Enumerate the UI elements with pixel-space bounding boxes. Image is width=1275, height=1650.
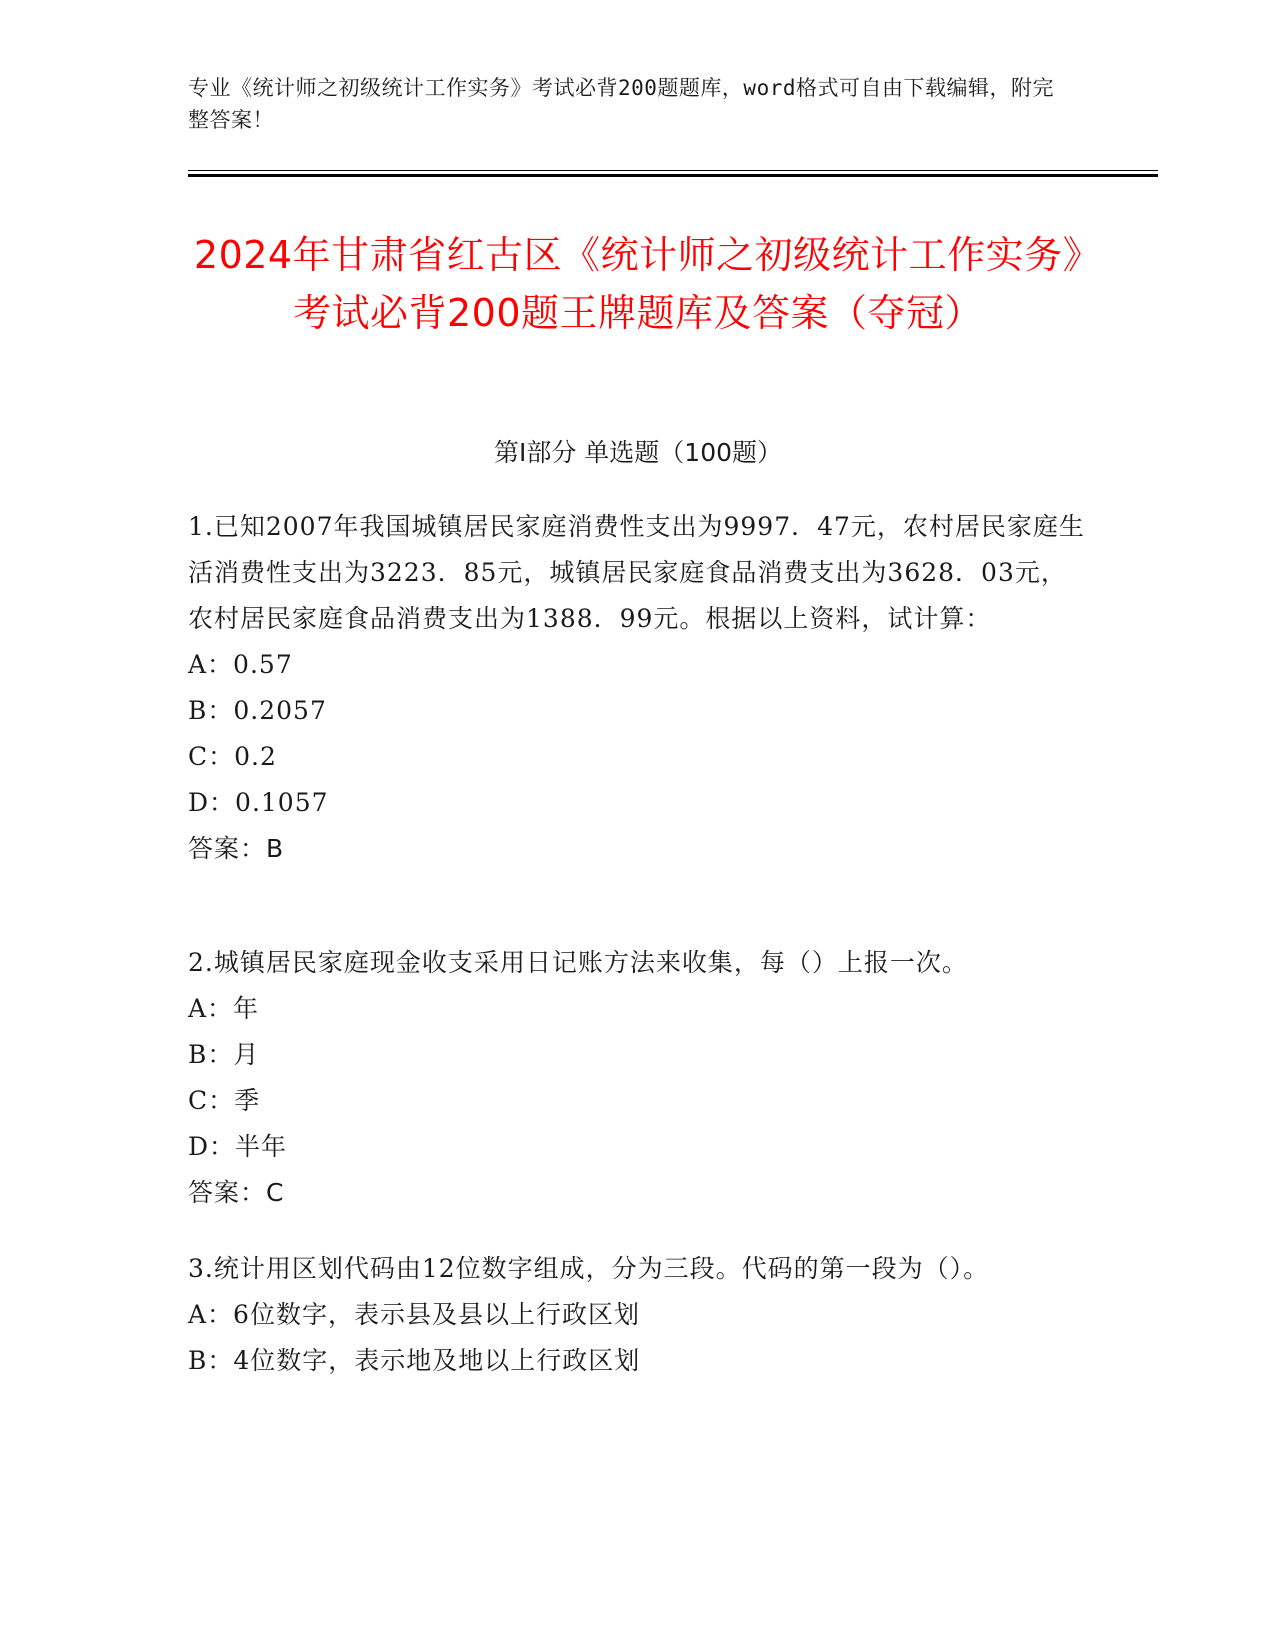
header-divider-thick [188,174,1158,177]
option-b: B：0.2057 [188,696,327,725]
document-title: 2024年甘肃省红古区《统计师之初级统计工作实务》考试必背200题王牌题库及答案（夺冠） [193,233,1083,335]
question-2 [188,940,1088,1216]
question-stem: 1.已知2007年我国城镇居民家庭消费性支出为9997．47元，农村居民家庭生活消费性支出为3223．85元，城镇居民家庭食品消费支出为3628．03元，农村居民家庭食品消费支出为1388．99元。根据以上资料，试计算： [188,512,1085,633]
question-1 [188,504,1088,872]
option-b: B：月 [188,1040,260,1069]
answer: 答案：B [188,834,285,863]
option-d: D：0.1057 [188,788,329,817]
option-c: C：季 [188,1086,261,1115]
question-stem: 2.城镇居民家庭现金收支采用日记账方法来收集，每（）上报一次。 [188,948,968,977]
answer: 答案：C [188,1178,285,1207]
question-stem: 3.统计用区划代码由12位数字组成，分为三段。代码的第一段为（）。 [188,1254,990,1283]
option-d: D：半年 [188,1132,288,1161]
header-divider-thin [188,170,1158,171]
option-b: B：4位数字，表示地及地以上行政区划 [188,1346,641,1375]
option-a: A：0.57 [188,650,293,679]
section-heading: 第Ⅰ部分 单选题（100题） [493,438,783,467]
header-note: 专业《统计师之初级统计工作实务》考试必背200题题库，word格式可自由下载编辑，附完整答案！ [188,76,1054,132]
question-3 [188,1246,1088,1384]
option-a: A：6位数字，表示县及县以上行政区划 [188,1300,640,1329]
option-a: A：年 [188,994,260,1023]
option-c: C：0.2 [188,742,277,771]
